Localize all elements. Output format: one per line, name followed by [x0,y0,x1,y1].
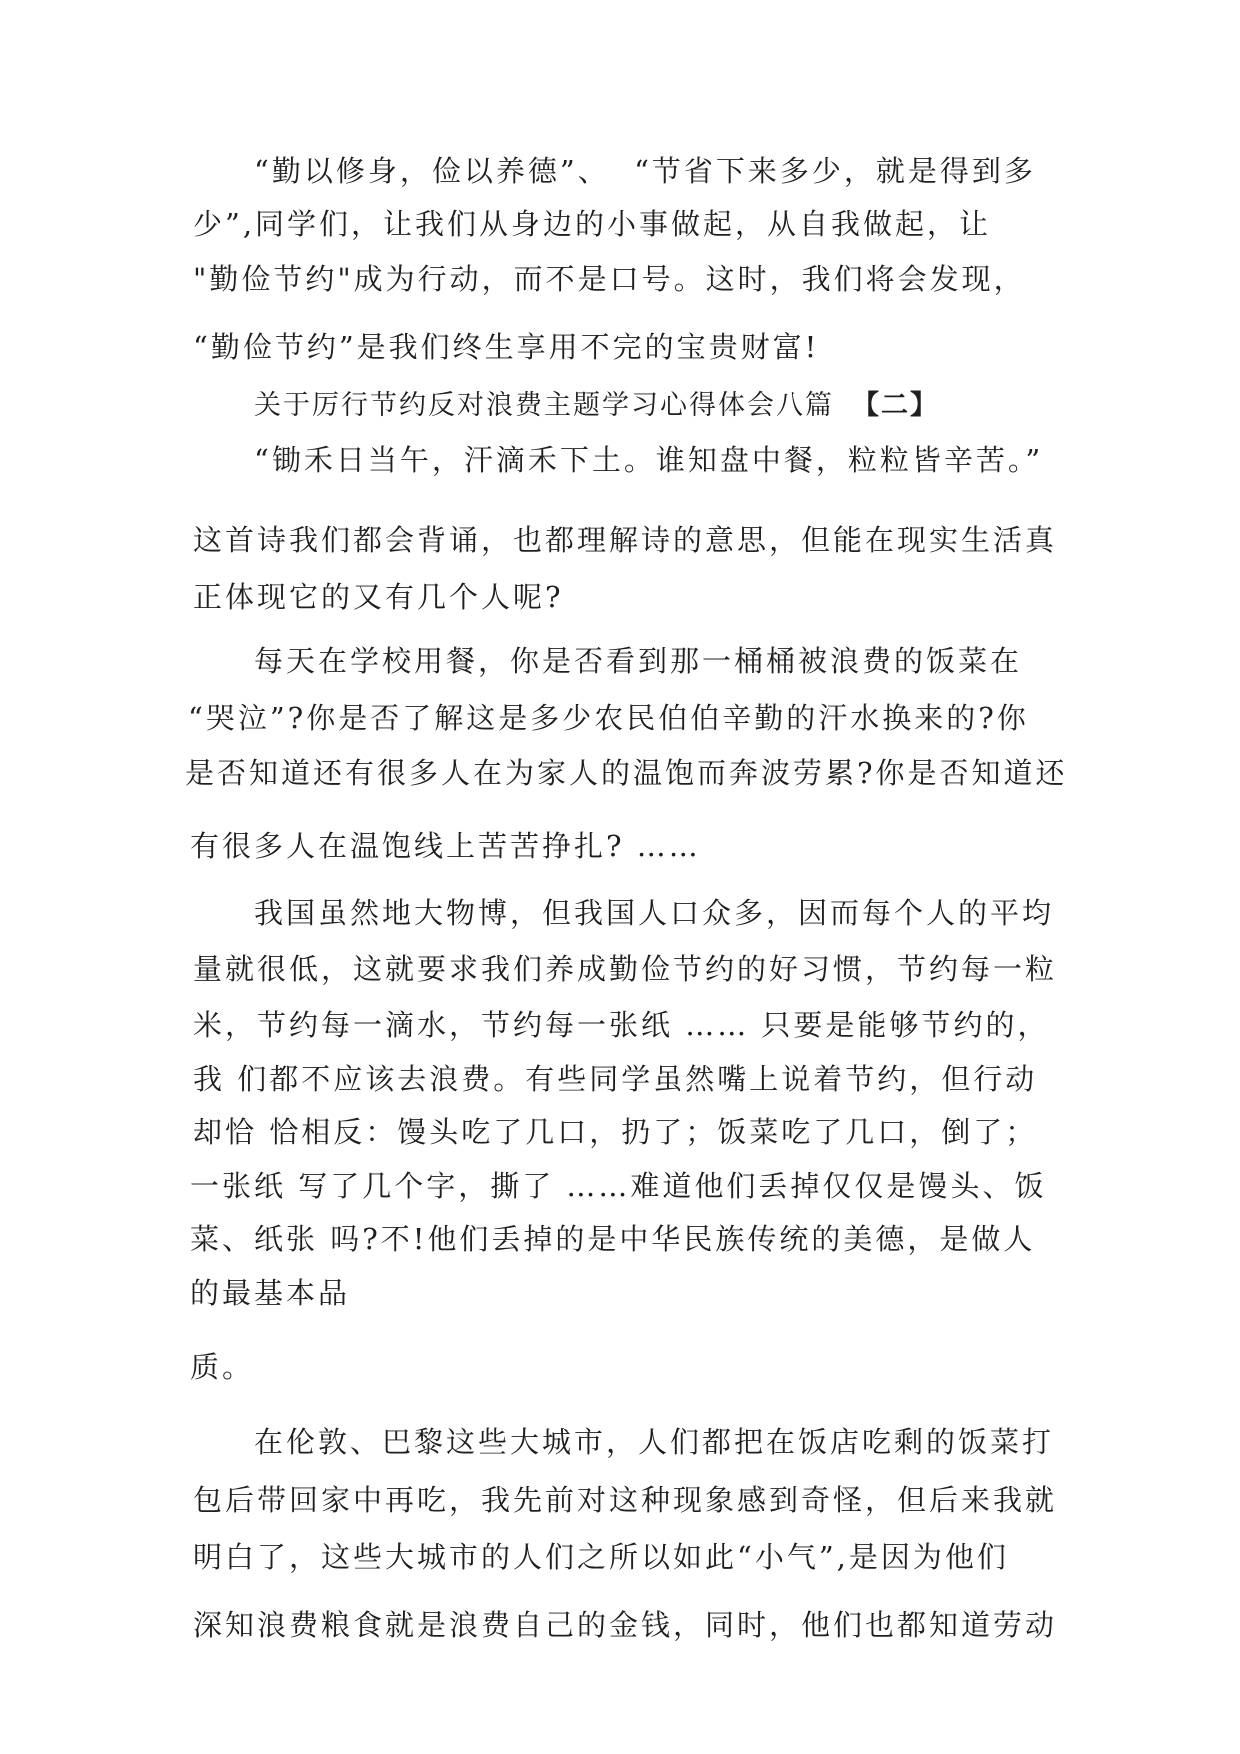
paragraph-line: 每天在学校用餐，你是否看到那一桶桶被浪费的饭菜在 [254,644,1023,678]
paragraph-line: 菜、纸张 吗?不!他们丢掉的是中华民族传统的美德，是做人 [190,1222,1036,1256]
paragraph-line: “勤以修身，俭以养德”、 “节省下来多少，就是得到多 [254,154,1036,188]
section-heading-title: 关于厉行节约反对浪费主题学习心得体会八篇 [254,390,834,421]
section-heading-marker: 【二】 [852,390,939,421]
paragraph-line: 质。 [190,1350,255,1384]
paragraph-line: 我国虽然地大物博，但我国人口众多，因而每个人的平均 [254,896,1055,930]
paragraph-line: 深知浪费粮食就是浪费自己的金钱，同时，他们也都知道劳动 [193,1608,1058,1642]
paragraph-line: 这首诗我们都会背诵，也都理解诗的意思，但能在现实生活真 [193,523,1058,557]
paragraph-line: 有很多人在温饱线上苦苦挣扎? …… [190,829,701,863]
paragraph-line: “锄禾日当午，汗滴禾下土。谁知盘中餐，粒粒皆辛苦。” [254,443,1044,477]
paragraph-line: "勤俭节约"成为行动，而不是口号。这时，我们将会发现， [193,262,1026,296]
paragraph-line: 包后带回家中再吃，我先前对这种现象感到奇怪，但后来我就 [193,1483,1058,1517]
paragraph-line: 少”,同学们，让我们从身边的小事做起，从自我做起，让 [193,207,992,241]
paragraph-line: “勤俭节约”是我们终生享用不完的宝贵财富! [193,330,820,364]
paragraph-line: 是否知道还有很多人在为家人的温饱而奔波劳累?你是否知道还 [185,756,1068,790]
paragraph-line: 却恰 恰相反：馒头吃了几口，扔了；饭菜吃了几口，倒了； [193,1115,1038,1149]
paragraph-line: 正体现它的又有几个人呢? [193,580,564,614]
paragraph-line: 量就很低，这就要求我们养成勤俭节约的好习惯，节约每一粒 [193,952,1058,986]
paragraph-line: 明白了，这些大城市的人们之所以如此“小气”,是因为他们 [193,1540,1009,1574]
paragraph-line: “哭泣”?你是否了解这是多少农民伯伯辛勤的汗水换来的?你 [188,701,1029,735]
paragraph-line: 我 们都不应该去浪费。有些同学虽然嘴上说着节约，但行动 [193,1062,1038,1096]
paragraph-line: 在伦敦、巴黎这些大城市，人们都把在饭店吃剩的饭菜打 [254,1425,1055,1459]
paragraph-line: 的最基本品 [190,1276,351,1310]
paragraph-line: 一张纸 写了几个字，撕了 ……难道他们丢掉仅仅是馒头、饭 [190,1169,1047,1203]
paragraph-line: 米，节约每一滴水，节约每一张纸 …… 只要是能够节约的， [193,1008,1050,1042]
section-heading [254,386,939,426]
